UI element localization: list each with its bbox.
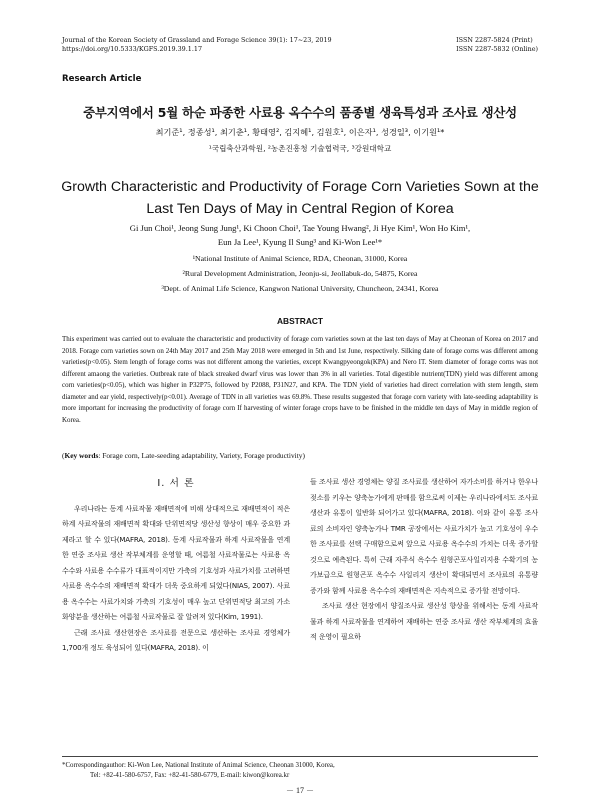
affiliation-1: ¹National Institute of Animal Science, RDA, Cheonan, 31000, Korea (192, 254, 408, 263)
issn-block (456, 36, 538, 54)
korean-title: 중부지역에서 5월 하순 파종한 사료용 옥수수의 품종별 생육특성과 조사료 생산성 (83, 105, 517, 120)
journal-citation (62, 36, 332, 54)
english-title-line: Growth Characteristic and Productivity of Forage Corn Varieties Sown at the (61, 179, 539, 195)
body-column-right (310, 474, 538, 645)
paragraph: 우리나라는 동계 사료작물 재배면적에 비해 상대적으로 재배면적이 적은 하계 사료작물의 재배면적 확대와 단위면적당 생산성 향상이 매우 중요한 과제라고 할 수 있다(MAFRA, 2018). 동계 사료작물과 하계 사료작물을 연계한 연중 조사료 생산 작부체계를 운영할 때, 여름철 사료작물로는 사료용 옥수수와 사료용 수수류가 대표적이지만 가축의 기호성과 사료가치를 고려하면 사료용 옥수수의 재배면적 확대가 더욱 중요하게 되었다(NIAS, 2007). 사료용 옥수수는 사료가치와 가축의 기호성이 매우 높고 단위면적당 최고의 가소화양분을 생산하는 여름철 사료작물로 잘 알려져 있다(Kim, 1991). (62, 503, 290, 621)
body-column-left (62, 476, 290, 656)
issn-print: ISSN 2287-5824 (Print) (456, 36, 533, 44)
section-title-introduction: Ⅰ. 서 론 (157, 478, 195, 489)
paragraph: 조사료 생산 현장에서 양질조사료 생산성 향상을 위해서는 동계 사료작물과 하계 사료작물을 연계하여 재배하는 연중 조사료 생산 작부체계의 효율적 운영이 필요하 (310, 601, 538, 641)
keywords: (Key words: Forage corn, Late-seeding adaptability, Variety, Forage productivity) (62, 451, 305, 460)
paragraph: 들 조사료 생산 경영체는 양질 조사료를 생산하여 자가소비를 하거나 한우나 젖소를 키우는 양축농가에게 판매를 함으로써 이제는 우리나라에서도 조사료 생산과 유통이 일반화 되어가고 있다(MAFRA, 2018). 이와 같이 유통 조사료의 소비자인 양축농가나 TMR 공장에서는 사료가치가 높고 기호성이 우수한 조사료를 선택 구매함으로써 앞으로 사료용 옥수수의 가치는 더욱 증가할 것으로 예측된다. 특히 근래 자주식 옥수수 원형곤포사일리지용 수확기의 농가보급으로 원형곤포 옥수수 사일리지 생산이 확대되면서 조사료의 유통량 증가와 함께 사료용 옥수수의 재배면적은 지속적으로 증가할 전망이다. (310, 477, 538, 595)
issn-online: ISSN 2287-5832 (Online) (456, 45, 538, 53)
english-title-line: Last Ten Days of May in Central Region of Korea (146, 201, 454, 217)
page-number: － 17 － (286, 786, 314, 795)
english-authors-line: Gi Jun Choi¹, Jeong Sung Jung¹, Ki Choon Choi¹, Tae Young Hwang², Ji Hye Kim¹, Won Ho Kim¹, (129, 223, 471, 233)
keywords-label: Key words (64, 451, 99, 460)
korean-affiliations: ¹국립축산과학원, ²농촌진흥청 기술협력국, ³강원대학교 (208, 144, 392, 153)
keywords-list: : Forage corn, Late-seeding adaptability, Variety, Forage productivity) (98, 451, 305, 460)
korean-authors: 최기준¹, 정종성¹, 최기춘¹, 황태영², 김지혜¹, 김원호¹, 이은자¹, 성경일³, 이기원¹* (155, 127, 445, 137)
affiliation-2: ²Rural Development Administration, Jeonju-si, Jeollabuk-do, 54875, Korea (182, 269, 418, 278)
affiliation-3: ³Dept. of Animal Life Science, Kangwon National University, Chuncheon, 24341, Korea (161, 284, 439, 293)
abstract-heading: ABSTRACT (276, 316, 324, 326)
abstract-text: This experiment was carried out to evaluate the characteristic and productivity of forage corn varieties sown at the last ten days of May at Cheonan of Korea on 2017 and 2018. Forage corn varieties sown on 24th May 2017 and 25th May 2018 were emerged in 5th and 1st June, respectively. Silking date of forage corns was different among varieties(p<0.05). Stem length of forage corns was not different among the varieties, except Kwangpyeongok(KPA) and Nero IT. Stem diameter of forage corns was not different amaong the varieties. Outbreak rate of black streaked dwarf virus was lower than 3% in all varieties. Total digestible nutrient(TDN) yield was different among corn varieties(p<0.05), which was higher in P32P75, followed by P2088, P31N27, and KPA. The TDN yield of varieties had direct correlation with stem length, stem diameter and ear yield, respectively(p<0.01). Average of TDN in all varieties was 69.8%. These results suggested that forage corn variety with late-seeding adaptability is more important for increasing the productivity of forage corn If harvesting of winter forage crops have to be finished in the middle ten days of May in middle region of Korea. (62, 335, 538, 424)
paragraph: 근래 조사료 생산현장은 조사료를 전문으로 생산하는 조사료 경영체가 1,700개 정도 육성되어 있다(MAFRA, 2018). 이 (62, 627, 290, 652)
doi-link[interactable]: https://doi.org/10.5333/KGFS.2019.39.1.17 (62, 45, 203, 53)
english-title (30, 176, 570, 220)
english-authors (40, 221, 560, 249)
contact-info: Tel: +82-41-580-6757, Fax: +82-41-580-6779, E-mail: kiwon@korea.kr (90, 772, 290, 779)
footnote-divider (62, 756, 538, 757)
footnote (62, 761, 538, 781)
corresponding-author: *Correspondingauthor: Ki-Won Lee, National Institute of Animal Science, Cheonan 31000, Korea, (62, 762, 335, 769)
journal-name: Journal of the Korean Society of Grassland and Forage Science 39(1): 17~23, 2019 (62, 36, 332, 44)
article-type: Research Article (62, 74, 142, 84)
english-authors-line: Eun Ja Lee¹, Kyung Il Sung³ and Ki-Won Lee¹* (217, 237, 383, 247)
